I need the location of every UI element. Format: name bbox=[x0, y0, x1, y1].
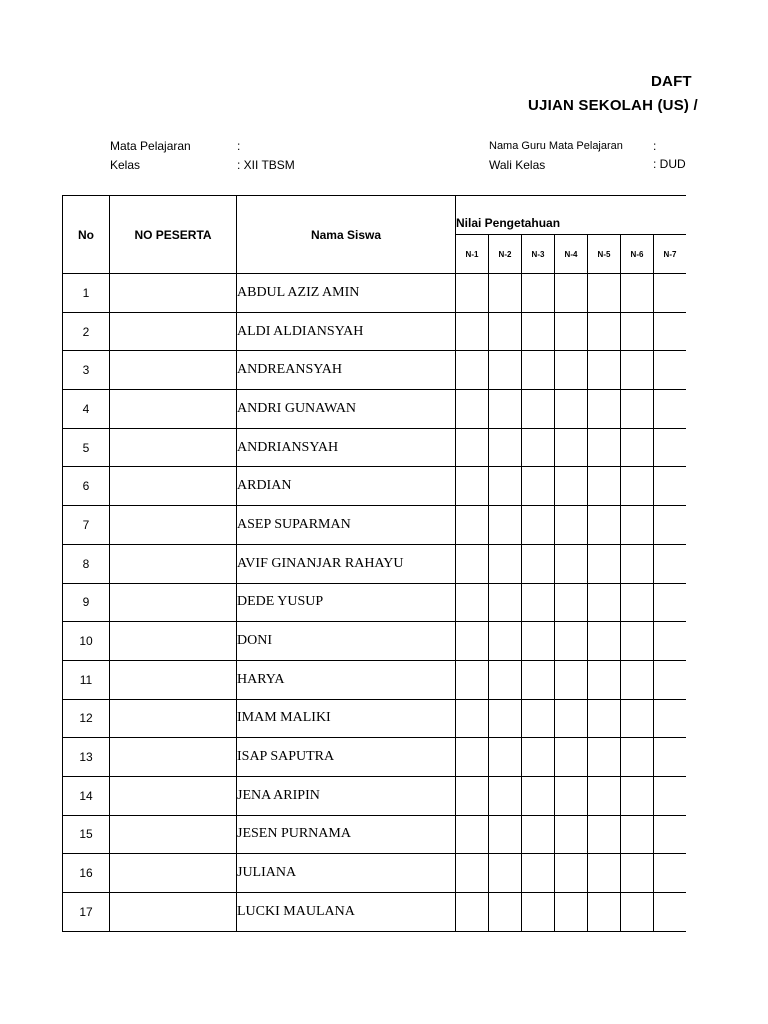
table-row bbox=[63, 622, 687, 661]
cell-nilai[interactable] bbox=[555, 390, 588, 429]
cell-nilai[interactable] bbox=[654, 390, 687, 429]
cell-nilai[interactable] bbox=[555, 351, 588, 390]
cell-nilai[interactable] bbox=[456, 544, 489, 583]
kelas-label: Kelas bbox=[110, 158, 141, 172]
cell-nilai[interactable] bbox=[489, 544, 522, 583]
cell-nilai[interactable] bbox=[588, 312, 621, 351]
cell-nama-siswa: ANDRI GUNAWAN bbox=[237, 390, 456, 429]
cell-nilai[interactable] bbox=[555, 854, 588, 893]
cell-nilai[interactable] bbox=[456, 506, 489, 545]
cell-nilai[interactable] bbox=[621, 506, 654, 545]
cell-no: 1 bbox=[63, 274, 110, 313]
cell-nilai[interactable] bbox=[588, 660, 621, 699]
cell-nilai[interactable] bbox=[555, 544, 588, 583]
cell-nilai[interactable] bbox=[654, 544, 687, 583]
cell-nilai[interactable] bbox=[654, 776, 687, 815]
kelas-value: : XII TBSM bbox=[237, 158, 295, 172]
cell-no-peserta[interactable] bbox=[110, 506, 237, 545]
cell-nilai[interactable] bbox=[522, 428, 555, 467]
cell-no-peserta[interactable] bbox=[110, 622, 237, 661]
table-row bbox=[63, 428, 687, 467]
cell-no-peserta[interactable] bbox=[110, 274, 237, 313]
cell-no: 7 bbox=[63, 506, 110, 545]
cell-nilai[interactable] bbox=[588, 274, 621, 313]
cell-nilai[interactable] bbox=[588, 815, 621, 854]
cell-nama-siswa: ANDREANSYAH bbox=[237, 351, 456, 390]
header-n5: N-5 bbox=[588, 235, 621, 274]
mapel-value: : bbox=[237, 139, 241, 153]
cell-nilai[interactable] bbox=[555, 660, 588, 699]
cell-nilai[interactable] bbox=[489, 622, 522, 661]
cell-nilai[interactable] bbox=[621, 544, 654, 583]
cell-nilai[interactable] bbox=[588, 506, 621, 545]
cell-nilai[interactable] bbox=[489, 467, 522, 506]
cell-nama-siswa: ARDIAN bbox=[237, 467, 456, 506]
cell-nilai[interactable] bbox=[654, 815, 687, 854]
cell-nilai[interactable] bbox=[621, 390, 654, 429]
table-row bbox=[63, 854, 687, 893]
cell-nilai[interactable] bbox=[555, 776, 588, 815]
cell-nilai[interactable] bbox=[654, 893, 687, 932]
cell-no-peserta[interactable] bbox=[110, 660, 237, 699]
cell-nilai[interactable] bbox=[654, 583, 687, 622]
cell-nilai[interactable] bbox=[555, 428, 588, 467]
cell-nilai[interactable] bbox=[654, 854, 687, 893]
cell-nilai[interactable] bbox=[621, 274, 654, 313]
cell-nilai[interactable] bbox=[588, 776, 621, 815]
header-no-peserta: NO PESERTA bbox=[110, 196, 237, 274]
table-row bbox=[63, 815, 687, 854]
cell-nilai[interactable] bbox=[588, 699, 621, 738]
header-n4: N-4 bbox=[555, 235, 588, 274]
cell-nilai[interactable] bbox=[489, 428, 522, 467]
cell-nama-siswa: ALDI ALDIANSYAH bbox=[237, 312, 456, 351]
table-row bbox=[63, 351, 687, 390]
cell-no-peserta[interactable] bbox=[110, 390, 237, 429]
cell-nilai[interactable] bbox=[489, 893, 522, 932]
cell-nilai[interactable] bbox=[654, 274, 687, 313]
cell-nilai[interactable] bbox=[522, 893, 555, 932]
cell-nama-siswa: DONI bbox=[237, 622, 456, 661]
cell-nama-siswa: HARYA bbox=[237, 660, 456, 699]
cell-nama-siswa: JENA ARIPIN bbox=[237, 776, 456, 815]
cell-no-peserta[interactable] bbox=[110, 583, 237, 622]
document-subtitle: UJIAN SEKOLAH (US) / bbox=[528, 97, 698, 114]
grade-table-container bbox=[62, 195, 686, 933]
cell-nilai[interactable] bbox=[621, 351, 654, 390]
table-row bbox=[63, 544, 687, 583]
cell-nilai[interactable] bbox=[456, 390, 489, 429]
guru-label: Nama Guru Mata Pelajaran bbox=[489, 140, 623, 152]
cell-nilai[interactable] bbox=[588, 893, 621, 932]
header-n2: N-2 bbox=[489, 235, 522, 274]
cell-nilai[interactable] bbox=[456, 428, 489, 467]
cell-nilai[interactable] bbox=[588, 390, 621, 429]
table-row bbox=[63, 312, 687, 351]
cell-nilai[interactable] bbox=[621, 622, 654, 661]
cell-nilai[interactable] bbox=[456, 699, 489, 738]
cell-no-peserta[interactable] bbox=[110, 351, 237, 390]
cell-nilai[interactable] bbox=[456, 583, 489, 622]
table-row bbox=[63, 274, 687, 313]
cell-nilai[interactable] bbox=[654, 428, 687, 467]
cell-no: 14 bbox=[63, 776, 110, 815]
cell-nilai[interactable] bbox=[522, 506, 555, 545]
cell-no-peserta[interactable] bbox=[110, 854, 237, 893]
wali-label: Wali Kelas bbox=[489, 158, 546, 172]
cell-nilai[interactable] bbox=[456, 815, 489, 854]
cell-no-peserta[interactable] bbox=[110, 815, 237, 854]
cell-nilai[interactable] bbox=[489, 776, 522, 815]
cell-no: 12 bbox=[63, 699, 110, 738]
cell-no: 4 bbox=[63, 390, 110, 429]
cell-nilai[interactable] bbox=[621, 467, 654, 506]
cell-nama-siswa: ANDRIANSYAH bbox=[237, 428, 456, 467]
cell-nilai[interactable] bbox=[522, 660, 555, 699]
cell-no: 8 bbox=[63, 544, 110, 583]
cell-nilai[interactable] bbox=[621, 660, 654, 699]
grade-table bbox=[62, 195, 686, 932]
cell-nama-siswa: LUCKI MAULANA bbox=[237, 893, 456, 932]
table-row bbox=[63, 893, 687, 932]
cell-no-peserta[interactable] bbox=[110, 738, 237, 777]
mapel-label: Mata Pelajaran bbox=[110, 139, 191, 153]
cell-nilai[interactable] bbox=[588, 467, 621, 506]
header-n1: N-1 bbox=[456, 235, 489, 274]
cell-nilai[interactable] bbox=[522, 390, 555, 429]
cell-nilai[interactable] bbox=[489, 854, 522, 893]
cell-nilai[interactable] bbox=[456, 738, 489, 777]
cell-nilai[interactable] bbox=[621, 854, 654, 893]
cell-no: 13 bbox=[63, 738, 110, 777]
cell-nama-siswa: ABDUL AZIZ AMIN bbox=[237, 274, 456, 313]
table-row bbox=[63, 660, 687, 699]
cell-nilai[interactable] bbox=[522, 583, 555, 622]
cell-nilai[interactable] bbox=[588, 738, 621, 777]
cell-nilai[interactable] bbox=[621, 312, 654, 351]
cell-nilai[interactable] bbox=[489, 351, 522, 390]
cell-nilai[interactable] bbox=[456, 312, 489, 351]
cell-nilai[interactable] bbox=[456, 622, 489, 661]
cell-nilai[interactable] bbox=[621, 583, 654, 622]
header-nama-siswa: Nama Siswa bbox=[237, 196, 456, 274]
cell-nilai[interactable] bbox=[654, 699, 687, 738]
cell-nilai[interactable] bbox=[522, 274, 555, 313]
cell-nilai[interactable] bbox=[489, 815, 522, 854]
cell-no: 6 bbox=[63, 467, 110, 506]
cell-nilai[interactable] bbox=[654, 351, 687, 390]
cell-nilai[interactable] bbox=[489, 660, 522, 699]
cell-no-peserta[interactable] bbox=[110, 699, 237, 738]
cell-nama-siswa: JULIANA bbox=[237, 854, 456, 893]
table-row bbox=[63, 390, 687, 429]
table-row bbox=[63, 776, 687, 815]
cell-nilai[interactable] bbox=[654, 622, 687, 661]
cell-no: 15 bbox=[63, 815, 110, 854]
cell-nilai[interactable] bbox=[654, 312, 687, 351]
cell-nilai[interactable] bbox=[555, 699, 588, 738]
cell-no-peserta[interactable] bbox=[110, 312, 237, 351]
table-row bbox=[63, 699, 687, 738]
cell-nilai[interactable] bbox=[456, 660, 489, 699]
cell-no-peserta[interactable] bbox=[110, 467, 237, 506]
cell-nilai[interactable] bbox=[555, 274, 588, 313]
cell-no: 17 bbox=[63, 893, 110, 932]
cell-nilai[interactable] bbox=[588, 351, 621, 390]
cell-nama-siswa: ISAP SAPUTRA bbox=[237, 738, 456, 777]
cell-nilai[interactable] bbox=[621, 815, 654, 854]
cell-nilai[interactable] bbox=[489, 699, 522, 738]
cell-nilai[interactable] bbox=[522, 738, 555, 777]
cell-no-peserta[interactable] bbox=[110, 544, 237, 583]
cell-nama-siswa: AVIF GINANJAR RAHAYU bbox=[237, 544, 456, 583]
cell-nilai[interactable] bbox=[456, 351, 489, 390]
cell-nilai[interactable] bbox=[555, 738, 588, 777]
cell-nilai[interactable] bbox=[555, 467, 588, 506]
table-row bbox=[63, 738, 687, 777]
cell-nilai[interactable] bbox=[621, 428, 654, 467]
cell-no: 2 bbox=[63, 312, 110, 351]
cell-nilai[interactable] bbox=[489, 738, 522, 777]
cell-nilai[interactable] bbox=[456, 893, 489, 932]
cell-no-peserta[interactable] bbox=[110, 776, 237, 815]
header-n3: N-3 bbox=[522, 235, 555, 274]
cell-nilai[interactable] bbox=[489, 583, 522, 622]
cell-nilai[interactable] bbox=[456, 854, 489, 893]
cell-nilai[interactable] bbox=[555, 815, 588, 854]
cell-no: 11 bbox=[63, 660, 110, 699]
cell-nilai[interactable] bbox=[621, 738, 654, 777]
header-n6: N-6 bbox=[621, 235, 654, 274]
header-n7: N-7 bbox=[654, 235, 687, 274]
cell-nilai[interactable] bbox=[654, 738, 687, 777]
wali-value: : DUD bbox=[653, 157, 686, 171]
cell-nilai[interactable] bbox=[555, 506, 588, 545]
cell-nama-siswa: DEDE YUSUP bbox=[237, 583, 456, 622]
cell-nilai[interactable] bbox=[555, 583, 588, 622]
cell-nilai[interactable] bbox=[489, 312, 522, 351]
cell-no: 9 bbox=[63, 583, 110, 622]
cell-nilai[interactable] bbox=[588, 544, 621, 583]
cell-nilai[interactable] bbox=[621, 893, 654, 932]
cell-nilai[interactable] bbox=[588, 854, 621, 893]
cell-nilai[interactable] bbox=[555, 622, 588, 661]
cell-nama-siswa: ASEP SUPARMAN bbox=[237, 506, 456, 545]
cell-nilai[interactable] bbox=[522, 699, 555, 738]
cell-nilai[interactable] bbox=[555, 893, 588, 932]
cell-nilai[interactable] bbox=[621, 776, 654, 815]
document-title: DAFT bbox=[651, 73, 692, 90]
table-row bbox=[63, 583, 687, 622]
table-row bbox=[63, 467, 687, 506]
cell-nilai[interactable] bbox=[522, 776, 555, 815]
cell-nilai[interactable] bbox=[588, 583, 621, 622]
cell-nilai[interactable] bbox=[654, 660, 687, 699]
cell-nilai[interactable] bbox=[456, 776, 489, 815]
table-body bbox=[63, 274, 687, 932]
cell-nilai[interactable] bbox=[654, 467, 687, 506]
cell-nilai[interactable] bbox=[522, 544, 555, 583]
cell-nilai[interactable] bbox=[456, 274, 489, 313]
cell-nilai[interactable] bbox=[555, 312, 588, 351]
cell-nilai[interactable] bbox=[489, 274, 522, 313]
cell-nilai[interactable] bbox=[522, 622, 555, 661]
header-nilai-pengetahuan: Nilai Pengetahuan bbox=[456, 196, 687, 235]
cell-nama-siswa: IMAM MALIKI bbox=[237, 699, 456, 738]
cell-nilai[interactable] bbox=[456, 467, 489, 506]
cell-nilai[interactable] bbox=[489, 390, 522, 429]
guru-value: : bbox=[653, 139, 657, 153]
cell-nilai[interactable] bbox=[621, 699, 654, 738]
cell-nilai[interactable] bbox=[522, 854, 555, 893]
cell-nilai[interactable] bbox=[588, 622, 621, 661]
cell-nilai[interactable] bbox=[489, 506, 522, 545]
cell-nilai[interactable] bbox=[588, 428, 621, 467]
cell-nilai[interactable] bbox=[522, 351, 555, 390]
cell-no: 5 bbox=[63, 428, 110, 467]
cell-nilai[interactable] bbox=[522, 815, 555, 854]
cell-nilai[interactable] bbox=[654, 506, 687, 545]
cell-no-peserta[interactable] bbox=[110, 428, 237, 467]
cell-nilai[interactable] bbox=[522, 467, 555, 506]
cell-no: 10 bbox=[63, 622, 110, 661]
cell-no-peserta[interactable] bbox=[110, 893, 237, 932]
table-row bbox=[63, 506, 687, 545]
cell-no: 3 bbox=[63, 351, 110, 390]
cell-no: 16 bbox=[63, 854, 110, 893]
cell-nilai[interactable] bbox=[522, 312, 555, 351]
cell-nama-siswa: JESEN PURNAMA bbox=[237, 815, 456, 854]
header-no: No bbox=[63, 196, 110, 274]
